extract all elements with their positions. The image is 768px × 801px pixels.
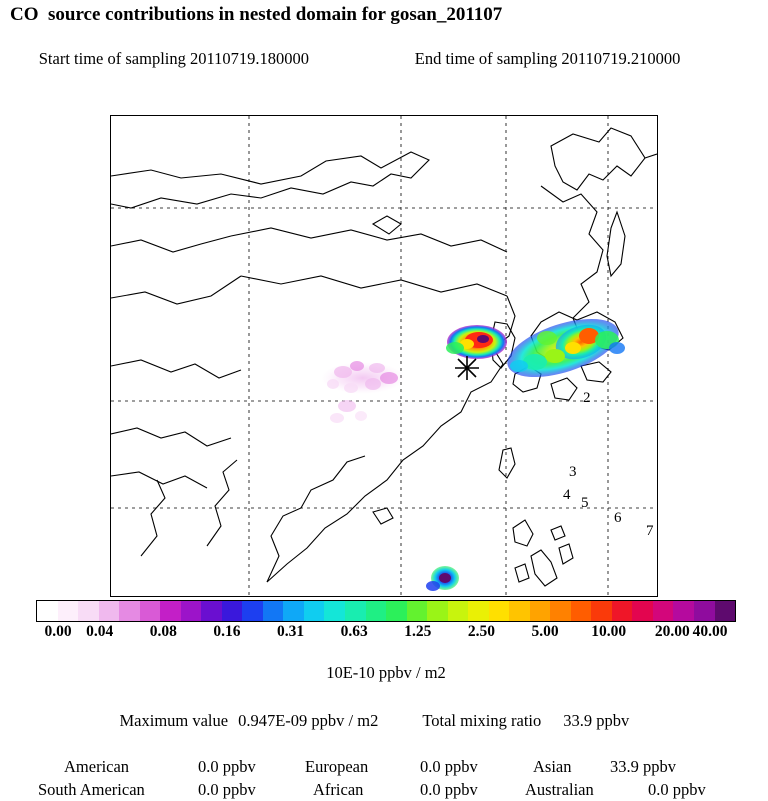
total-mixing-ratio-value: 33.9 ppbv <box>563 711 630 730</box>
colorbar-swatch-17 <box>386 601 407 621</box>
colorbar-swatch-2 <box>78 601 99 621</box>
sampling-time-line <box>0 26 768 92</box>
colorbar-swatch-6 <box>160 601 181 621</box>
max-value-label: Maximum value <box>119 711 229 730</box>
colorbar-tick-8: 5.00 <box>531 623 559 640</box>
stats-row-summary <box>0 686 768 755</box>
region-value-european: 0.0 ppbv <box>420 757 478 776</box>
colorbar-tick-7: 2.50 <box>467 623 496 640</box>
colorbar-swatch-3 <box>99 601 120 621</box>
stats-footer <box>0 686 768 801</box>
colorbar-swatch-16 <box>366 601 387 621</box>
colorbar-swatch-21 <box>468 601 489 621</box>
colorbar-swatch-29 <box>632 601 653 621</box>
colorbar-swatch-8 <box>201 601 222 621</box>
colorbar-swatch-13 <box>304 601 325 621</box>
colorbar-swatch-0 <box>37 601 58 621</box>
colorbar-swatch-11 <box>263 601 284 621</box>
colorbar-tick-10: 20.00 <box>654 623 690 640</box>
colorbar-swatch-7 <box>181 601 202 621</box>
colorbar-tick-0: 0.00 <box>44 623 72 640</box>
colorbar-swatch-22 <box>489 601 510 621</box>
colorbar-swatch-20 <box>448 601 469 621</box>
map-label-2: 2 <box>583 390 591 406</box>
region-name-south-american: South American <box>38 780 145 799</box>
total-mixing-ratio-label: Total mixing ratio <box>422 711 542 730</box>
region-name-american: American <box>64 757 130 776</box>
colorbar-tick-5: 0.63 <box>340 623 368 640</box>
colorbar-tick-9: 10.00 <box>591 623 627 640</box>
colorbar-swatch-26 <box>571 601 592 621</box>
colorbar-swatch-5 <box>140 601 161 621</box>
region-value-american: 0.0 ppbv <box>198 757 256 776</box>
colorbar-tick-2: 0.08 <box>149 623 177 640</box>
colorbar-tick-labels <box>36 623 736 643</box>
colorbar-tick-4: 0.31 <box>276 623 305 640</box>
map-label-6: 6 <box>614 510 622 526</box>
start-time-label: Start time of sampling 20110719.180000 <box>38 49 309 68</box>
region-value-asian: 33.9 ppbv <box>610 757 676 776</box>
colorbar-swatch-4 <box>119 601 140 621</box>
region-value-african: 0.0 ppbv <box>420 780 478 799</box>
colorbar-section <box>36 600 736 683</box>
colorbar-swatch-14 <box>324 601 345 621</box>
colorbar-swatch-12 <box>283 601 304 621</box>
colorbar-swatch-23 <box>509 601 530 621</box>
colorbar-tick-11: 40.00 <box>692 623 728 640</box>
region-name-australian: Australian <box>525 780 594 799</box>
colorbar-swatch-18 <box>407 601 428 621</box>
region-name-african: African <box>313 780 364 799</box>
colorbar-swatch-32 <box>694 601 715 621</box>
colorbar-swatch-28 <box>612 601 633 621</box>
colorbar-swatch-30 <box>653 601 674 621</box>
region-value-australian: 0.0 ppbv <box>648 780 706 799</box>
max-value: 0.947E-09 ppbv / m2 <box>238 711 379 730</box>
colorbar-swatch-15 <box>345 601 366 621</box>
colorbar-swatch-24 <box>530 601 551 621</box>
end-time-label: End time of sampling 20110719.210000 <box>414 49 681 68</box>
region-name-european: European <box>305 757 369 776</box>
colorbar-swatch-31 <box>673 601 694 621</box>
colorbar-unit-label: 10E-10 ppbv / m2 <box>326 663 446 682</box>
region-name-asian: Asian <box>533 757 572 776</box>
colorbar-swatch-27 <box>591 601 612 621</box>
map-panel <box>110 115 658 597</box>
release-site-star <box>455 356 479 380</box>
region-value-south-american: 0.0 ppbv <box>198 780 256 799</box>
colorbar-swatch-10 <box>242 601 263 621</box>
stats-row-1 <box>0 755 768 778</box>
map-label-3: 3 <box>569 464 577 480</box>
colorbar-swatch-1 <box>58 601 79 621</box>
page-title: CO source contributions in nested domain for gosan_201107 <box>10 4 503 25</box>
colorbar-swatch-25 <box>550 601 571 621</box>
colorbar-tick-3: 0.16 <box>213 623 241 640</box>
colorbar-tick-6: 1.25 <box>404 623 432 640</box>
stats-row-2 <box>0 778 768 801</box>
colorbar <box>36 600 736 622</box>
colorbar-swatch-33 <box>715 601 736 621</box>
colorbar-tick-1: 0.04 <box>86 623 114 640</box>
map-label-4: 4 <box>563 487 571 503</box>
colorbar-swatch-9 <box>222 601 243 621</box>
colorbar-swatch-19 <box>427 601 448 621</box>
map-label-5: 5 <box>581 495 589 511</box>
map-label-7: 7 <box>646 523 654 539</box>
